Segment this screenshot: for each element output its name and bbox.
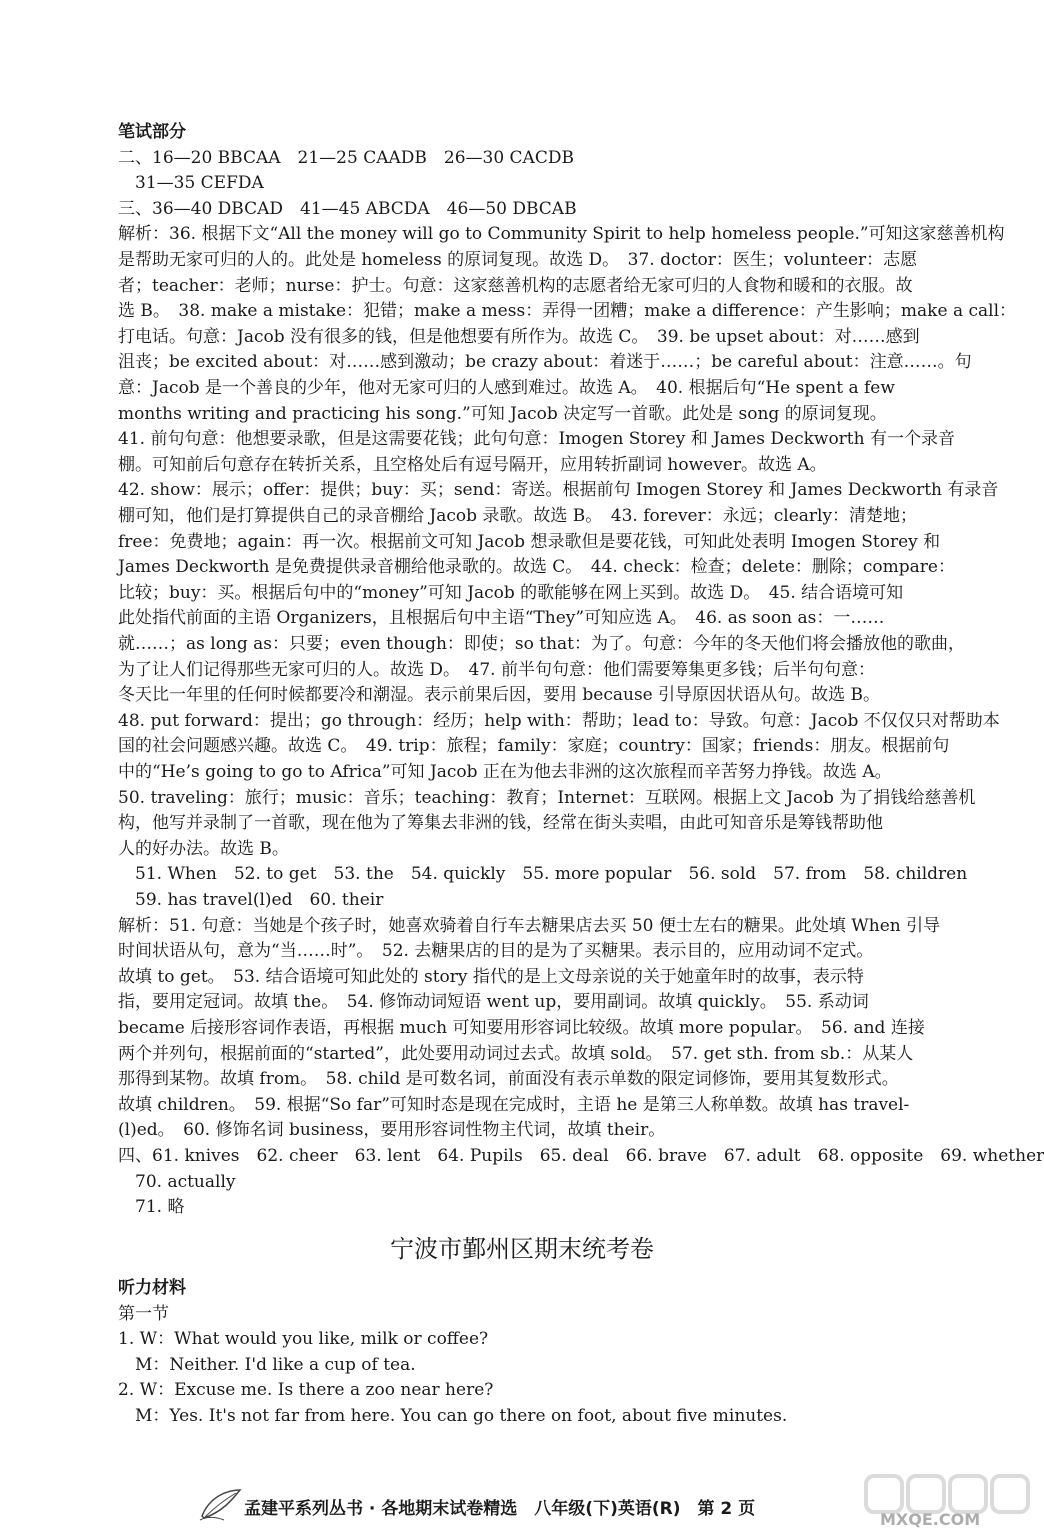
text-line: 31—35 CEFDA — [118, 173, 264, 194]
section-title: 宁波市鄞州区期末统考卷 — [390, 1235, 654, 1263]
footer-text: 孟建平系列丛书 · 各地期末试卷精选 八年级(下)英语(R) 第 2 页 — [244, 1499, 756, 1519]
text-line: 选 B。 38. make a mistake：犯错；make a mess：弄得一团糟；make a difference：产生影响；make a call： — [118, 301, 1017, 322]
text-line: free：免费地；again：再一次。根据前文可知 Jacob 想录歌但是要花钱，可知此处表明 Imogen Storey 和 — [118, 531, 941, 552]
text-line: M：Yes. It's not far from here. You can go there on foot, about five minutes. — [118, 1406, 788, 1426]
text-line: 笔试部分 — [118, 122, 186, 142]
text-line: James Deckworth 是免费提供录音棚给他录歌的。故选 C。 44. check：检查；delete：删除；compare： — [118, 557, 955, 578]
text-line: 人的好办法。故选 B。 — [118, 838, 289, 859]
text-line: 1. W：What would you like, milk or coffee? — [118, 1329, 489, 1350]
text-line: 打电话。句意：Jacob 没有很多的钱，但是他想要有所作为。故选 C。 39. be upset about：对……感到 — [118, 326, 920, 347]
text-line: 国的社会问题感兴趣。故选 C。 49. trip：旅程；family：家庭；country：国家；friends：朋友。根据前句 — [118, 736, 950, 757]
watermark-url: MXQE.COM — [880, 1510, 981, 1529]
text-line: 时间状语从句，意为“当……时”。 52. 去糖果店的目的是为了买糖果。表示目的，应用动词不定式。 — [118, 941, 874, 962]
leaf-logo-icon — [198, 1486, 242, 1522]
text-line: 四、61. knives 62. cheer 63. lent 64. Pupils 65. deal 66. brave 67. adult 68. opposite 69. whether — [118, 1146, 1044, 1166]
text-line: months writing and practicing his song.”可知 Jacob 决定写一首歌。此处是 song 的原词复现。 — [118, 403, 887, 424]
text-line: 听力材料 — [118, 1278, 186, 1298]
text-line: 冬天比一年里的任何时候都要冷和潮湿。表示前果后因，要用 because 引导原因状语从句。故选 B。 — [118, 685, 881, 706]
text-line: 那得到某物。故填 from。 58. child 是可数名词，前面没有表示单数的限定词修饰，要用其复数形式。 — [118, 1069, 899, 1090]
text-line: 70. actually — [118, 1171, 236, 1192]
text-line: 就……；as long as：只要；even though：即使；so that：为了。句意：今年的冬天他们将会播放他的歌曲， — [118, 634, 966, 654]
text-line: 棚可知，他们是打算提供自己的录音棚给 Jacob 录歌。故选 B。 43. forever：永远；clearly：清楚地； — [118, 506, 918, 526]
text-line: 是帮助无家可归的人的。此处是 homeless 的原词复现。故选 D。 37. doctor：医生；volunteer：志愿 — [118, 250, 918, 270]
text-line: 构，他写并录制了一首歌，现在他为了筹集去非洲的钱，经常在街头卖唱，由此可知音乐是筹钱帮助他 — [118, 813, 883, 834]
text-line: 沮丧；be excited about：对……感到激动；be crazy about：着迷于……；be careful about：注意……。句 — [118, 352, 972, 373]
text-line: 42. show：展示；offer：提供；buy：买；send：寄送。根据前句 Imogen Storey 和 James Deckworth 有录音 — [118, 480, 999, 501]
text-line: 此处指代前面的主语 Organizers，且根据后句中主语“They”可知应选 A。 46. as soon as：一…… — [118, 608, 885, 629]
text-line: 中的“He’s going to go to Africa”可知 Jacob 正在为他去非洲的这次旅程而辛苦努力挣钱。故选 A。 — [118, 762, 892, 782]
text-line: M：Neither. I'd like a cup of tea. — [118, 1354, 416, 1375]
text-line: 48. put forward：提出；go through：经历；help with：帮助；lead to：导致。句意：Jacob 不仅仅只对帮助本 — [118, 710, 1000, 731]
text-line: 二、16—20 BBCAA 21—25 CAADB 26—30 CACDB — [118, 147, 574, 168]
text-line: 50. traveling：旅行；music：音乐；teaching：教育；Internet：互联网。根据上文 Jacob 为了捐钱给慈善机 — [118, 787, 976, 808]
text-line: 指，要用定冠词。故填 the。 54. 修饰动词短语 went up，要用副词。故填 quickly。 55. 系动词 — [118, 992, 869, 1013]
text-line: 者；teacher：老师；nurse：护士。句意：这家慈善机构的志愿者给无家可归的人食物和暖和的衣服。故 — [118, 275, 913, 296]
text-line: 三、36—40 DBCAD 41—45 ABCDA 46—50 DBCAB — [118, 198, 577, 219]
text-line: (l)ed。 60. 修饰名词 business，要用形容词性物主代词，故填 their。 — [118, 1120, 666, 1141]
text-line: 71. 略 — [118, 1197, 185, 1218]
text-line: became 后接形容词作表语，再根据 much 可知要用形容词比较级。故填 more popular。 56. and 连接 — [118, 1018, 925, 1038]
text-line: 51. When 52. to get 53. the 54. quickly 55. more popular 56. sold 57. from 58. children — [118, 864, 968, 885]
text-line: 解析：36. 根据下文“All the money will go to Community Spirit to help homeless people.”可知这家慈善机构 — [118, 224, 1005, 245]
text-line: 故填 to get。 53. 结合语境可知此处的 story 指代的是上文母亲说的关于她童年时的故事，表示特 — [118, 966, 864, 987]
text-line: 解析：51. 句意：当她是个孩子时，她喜欢骑着自行车去糖果店去买 50 便士左右的糖果。此处填 When 引导 — [118, 915, 941, 936]
text-line: 2. W：Excuse me. Is there a zoo near here? — [118, 1380, 494, 1401]
text-line: 41. 前句句意：他想要录歌，但是这需要花钱；此句句意：Imogen Storey 和 James Deckworth 有一个录音 — [118, 429, 955, 450]
text-line: 为了让人们记得那些无家可归的人。故选 D。 47. 前半句句意：他们需要筹集更多钱；后半句句意： — [118, 659, 875, 680]
text-line: 两个并列句，根据前面的“started”，此处要用动词过去式。故填 sold。 57. get sth. from sb.：从某人 — [118, 1043, 914, 1064]
text-line: 比较；buy：买。根据后句中的“money”可知 Jacob 的歌能够在网上买到。故选 D。 45. 结合语境可知 — [118, 582, 904, 603]
text-line: 第一节 — [118, 1303, 169, 1324]
text-line: 故填 children。 59. 根据“So far”可知时态是现在完成时，主语 he 是第三人称单数。故填 has travel- — [118, 1094, 910, 1115]
text-line: 棚。可知前后句意存在转折关系，且空格处后有逗号隔开，应用转折副词 however。故选 A。 — [118, 454, 827, 475]
text-line: 59. has travel(l)ed 60. their — [118, 890, 384, 910]
text-line: 意：Jacob 是一个善良的少年，他对无家可归的人感到难过。故选 A。 40. 根据后句“He spent a few — [118, 378, 895, 398]
